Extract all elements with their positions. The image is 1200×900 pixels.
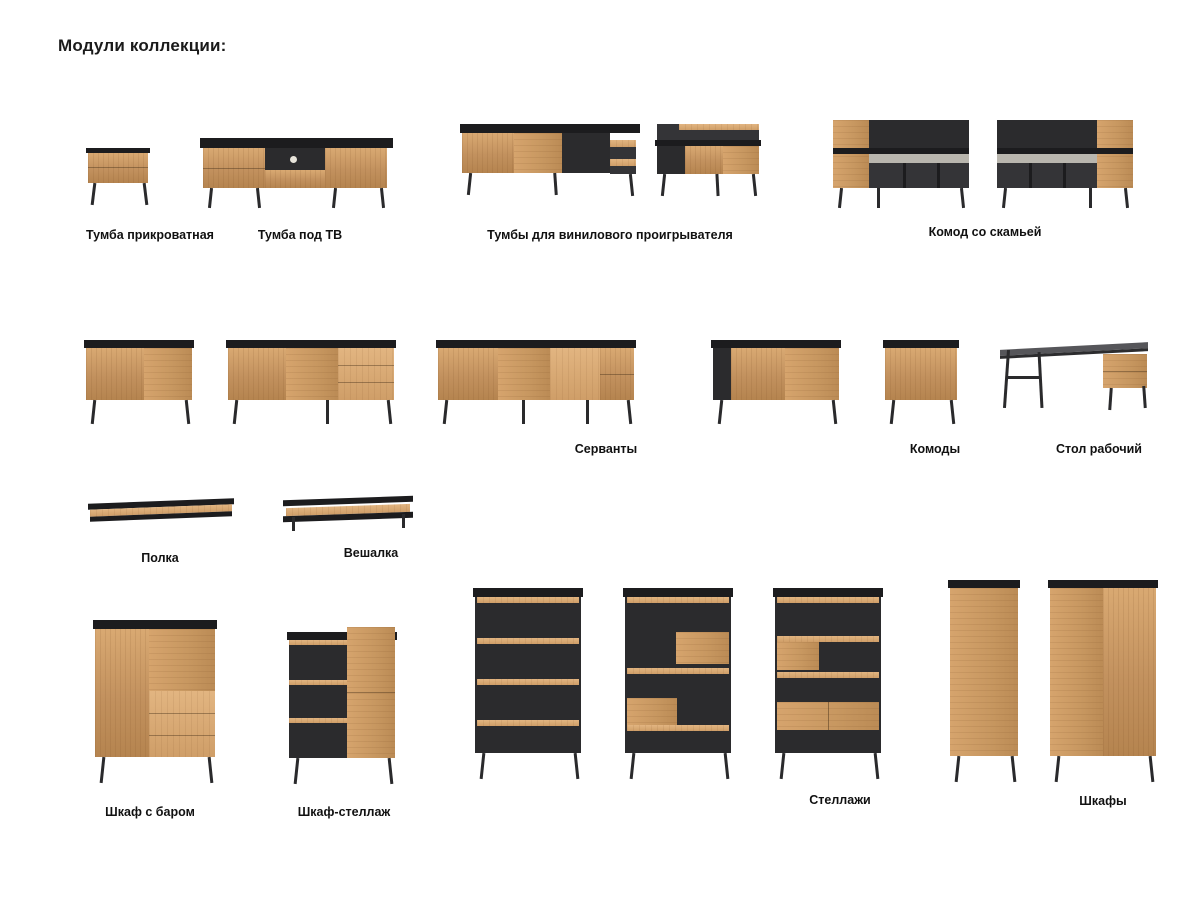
module-stol-rabochiy[interactable] bbox=[995, 332, 1200, 456]
module-shkaf-stellazh[interactable] bbox=[282, 612, 412, 819]
module-komody[interactable] bbox=[705, 332, 965, 456]
page-title: Модули коллекции: bbox=[58, 36, 227, 55]
caption-servanty: Серванты bbox=[574, 442, 638, 456]
caption-shkaf-stellazh: Шкаф-стеллаж bbox=[297, 805, 391, 819]
komody-illustration bbox=[705, 332, 965, 422]
servanty-illustration bbox=[78, 332, 638, 422]
module-shkaf-s-barom[interactable] bbox=[88, 612, 233, 819]
caption-tumba-pod-tv: Тумба под ТВ bbox=[257, 228, 343, 242]
veshalka-illustration bbox=[278, 490, 423, 538]
module-stellazhi[interactable] bbox=[468, 580, 888, 807]
shkaf-s-barom-illustration bbox=[88, 612, 233, 777]
module-veshalka[interactable] bbox=[278, 490, 423, 560]
module-servanty[interactable] bbox=[78, 332, 638, 456]
stellazhi-illustration bbox=[468, 580, 888, 780]
caption-polka: Полка bbox=[141, 551, 179, 565]
caption-stol-rabochiy: Стол рабочий bbox=[1056, 442, 1142, 456]
module-shkafy[interactable] bbox=[940, 572, 1170, 808]
module-komod-so-skamyey[interactable] bbox=[825, 115, 1150, 239]
tumby-vinil-illustration bbox=[450, 118, 780, 210]
komod-so-skamyey-illustration bbox=[825, 115, 1150, 210]
caption-tumby-vinil: Тумбы для винилового проигрывателя bbox=[487, 228, 733, 242]
caption-shkafy: Шкафы bbox=[1079, 794, 1127, 808]
caption-veshalka: Вешалка bbox=[343, 546, 399, 560]
caption-tumba-prikrovatnaya: Тумба прикроватная bbox=[86, 228, 214, 242]
caption-komod-so-skamyey: Комод со скамьей bbox=[928, 225, 1042, 239]
tumba-pod-tv-illustration bbox=[195, 130, 445, 210]
polka-illustration bbox=[80, 495, 240, 535]
stol-rabochiy-illustration bbox=[995, 332, 1200, 422]
caption-komody: Комоды bbox=[909, 442, 961, 456]
caption-stellazhi: Стеллажи bbox=[809, 793, 871, 807]
caption-shkaf-s-barom: Шкаф с баром bbox=[105, 805, 195, 819]
module-polka[interactable] bbox=[80, 495, 240, 565]
shkafy-illustration bbox=[940, 572, 1170, 782]
module-tumby-vinil[interactable] bbox=[450, 118, 780, 242]
module-tumba-pod-tv[interactable] bbox=[195, 130, 445, 242]
shkaf-stellazh-illustration bbox=[282, 612, 412, 777]
